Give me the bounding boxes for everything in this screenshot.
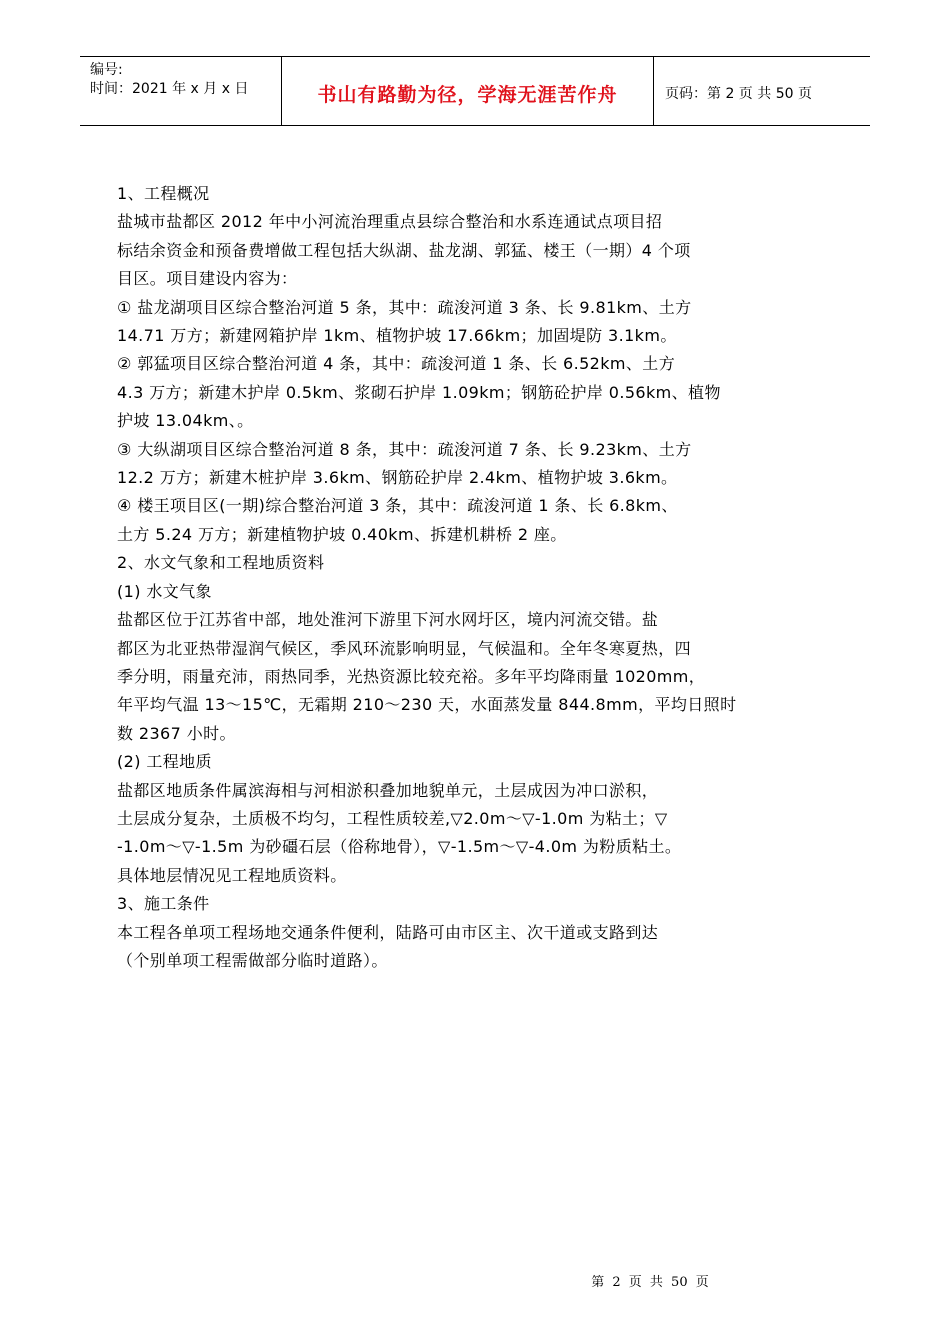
body-line: 14.71 万方；新建网箱护岸 1km、植物护坡 17.66km；加固堤防 3.1km。 [117, 326, 677, 346]
body-line: -1.0m～▽-1.5m 为砂礓石层（俗称地骨），▽-1.5m～▽-4.0m 为粉质粘土。 [117, 837, 682, 857]
header-motto: 书山有路勤为径，学海无涯苦作舟 [317, 84, 618, 106]
body-line: 4.3 万方；新建木护岸 0.5km、浆砌石护岸 1.09km；钢筋砼护岸 0.56km、植物 [117, 382, 721, 402]
body-line: （个别单项工程需做部分临时道路）。 [117, 950, 388, 970]
page-footer: 第 2 页 共 50 页 [591, 1275, 709, 1290]
body-line: 具体地层情况见工程地质资料。 [117, 865, 347, 885]
body-line: 数 2367 小时。 [117, 723, 236, 743]
body-line: 2、水文气象和工程地质资料 [117, 553, 325, 573]
serial-number-label: 编号: [90, 62, 123, 78]
body-line: 盐都区位于江苏省中部，地处淮河下游里下河水网圩区，境内河流交错。盐 [117, 610, 659, 630]
document-body [117, 180, 797, 975]
header-meta [90, 61, 248, 99]
body-line: 目区。项目建设内容为： [117, 269, 298, 289]
body-line: 都区为北亚热带湿润气候区，季风环流影响明显，气候温和。全年冬寒夏热，四 [117, 638, 692, 658]
page-header [80, 56, 870, 126]
date-label: 时间：2021 年 x 月 x 日 [90, 81, 249, 97]
body-line: 土层成分复杂，土质极不均匀，工程性质较差,▽2.0m～▽-1.0m 为粘土；▽ [117, 808, 668, 828]
body-line: ④ 楼王项目区(一期)综合整治河道 3 条，其中：疏浚河道 1 条、长 6.8km、 [117, 496, 678, 516]
body-line: ③ 大纵湖项目区综合整治河道 8 条，其中：疏浚河道 7 条、长 9.23km、土方 [117, 439, 692, 459]
body-line: 12.2 万方；新建木桩护岸 3.6km、钢筋砼护岸 2.4km、植物护坡 3.6km。 [117, 468, 678, 488]
body-line: (2) 工程地质 [117, 752, 212, 772]
body-line: 年平均气温 13～15℃，无霜期 210～230 天，水面蒸发量 844.8mm，平均日照时 [117, 695, 737, 715]
body-line: 3、施工条件 [117, 894, 210, 914]
body-line: 护坡 13.04km、。 [117, 411, 254, 431]
body-line: 季分明，雨量充沛，雨热同季，光热资源比较充裕。多年平均降雨量 1020mm， [117, 666, 706, 686]
body-line: ② 郭猛项目区综合整治河道 4 条，其中：疏浚河道 1 条、长 6.52km、土方 [117, 354, 676, 374]
body-line: 盐都区地质条件属滨海相与河相淤积叠加地貌单元，土层成因为冲口淤积， [117, 780, 659, 800]
body-line: (1) 水文气象 [117, 581, 212, 601]
body-line: 标结余资金和预备费增做工程包括大纵湖、盐龙湖、郭猛、楼王（一期）4 个项 [117, 240, 691, 260]
header-divider-right [653, 57, 654, 125]
body-line: 土方 5.24 万方；新建植物护坡 0.40km、拆建机耕桥 2 座。 [117, 524, 567, 544]
body-line: ① 盐龙湖项目区综合整治河道 5 条，其中：疏浚河道 3 条、长 9.81km、土方 [117, 297, 692, 317]
body-line: 本工程各单项工程场地交通条件便利，陆路可由市区主、次干道或支路到达 [117, 922, 659, 942]
body-line: 盐城市盐都区 2012 年中小河流治理重点县综合整治和水系连通试点项目招 [117, 212, 663, 232]
header-page-info: 页码：第 2 页 共 50 页 [665, 86, 812, 102]
body-line: 1、工程概况 [117, 184, 210, 203]
